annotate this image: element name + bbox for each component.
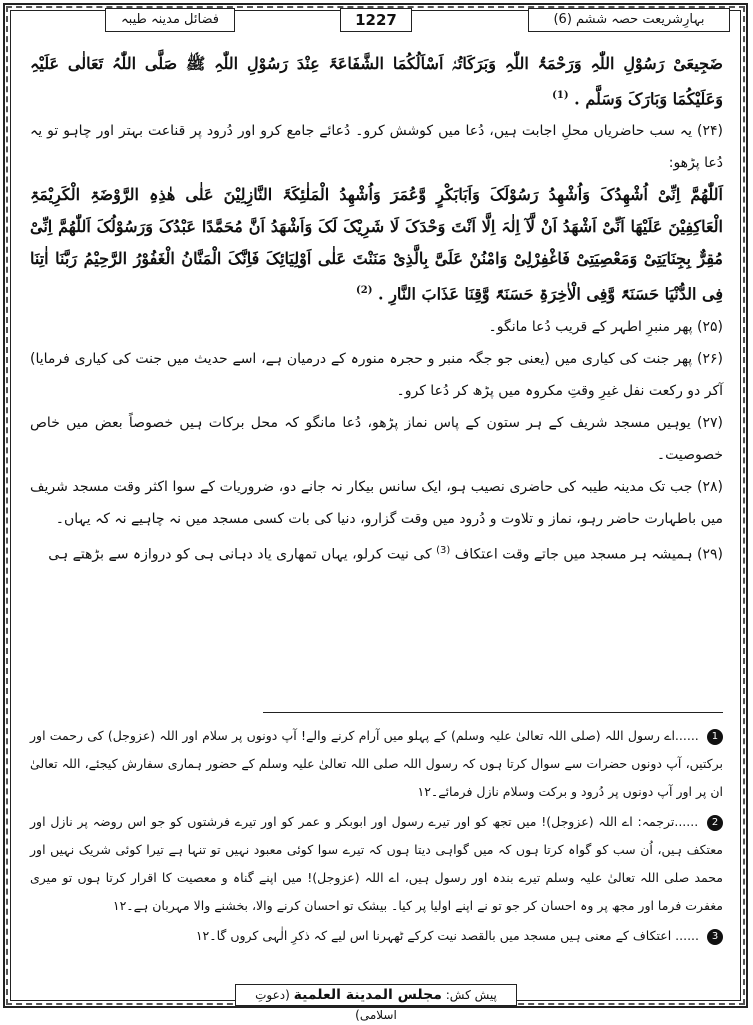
footnote-ref-3: (3) [436, 544, 451, 556]
page-number: 1227 [340, 8, 412, 32]
paragraph-29-continued: کی نیت کرلو، یہاں تمھاری یاد دہانی ہی کو دروازہ سے بڑھتے ہی [48, 546, 432, 563]
footnote-ref-2: (2) [356, 285, 373, 297]
paragraph-29 [30, 535, 723, 571]
page-header [20, 8, 733, 34]
footnote-badge-2: 2 [707, 815, 723, 831]
publisher-name: مجلس المدينة العلمية [293, 987, 442, 1003]
section-title: فضائل مدینہ طیبہ [105, 8, 235, 32]
footnotes [30, 722, 723, 952]
paragraph-24: (۲۴) یہ سب حاضریاں محلِ اجابت ہیں، دُعا میں کوشش کرو۔ دُعائے جامع کرو اور دُرود پر قناعت بہتر اور چاہو تو یہ دُعا پڑھو: [30, 123, 723, 172]
paragraph-25: (۲۵) پھر منبرِ اطہر کے قریب دُعا مانگو۔ [488, 318, 723, 335]
footnote-ref-1: (1) [552, 90, 569, 101]
footnote-badge-3: 3 [707, 929, 723, 945]
footnote-3-text: ...... اعتکاف کے معنی ہیں مسجد میں بالقصد نیت کرکے ٹھہرنا اس لیے کہ ذکرِ الٰہی کروں گا۔۱۲ [195, 928, 700, 943]
footnote-1 [30, 722, 723, 806]
paragraph-27: (۲۷) یوہیں مسجد شریف کے ہر ستون کے پاس نماز پڑھو، دُعا مانگو کہ محل برکات ہیں خصوصاً بعض میں خاص خصوصیت۔ [30, 414, 723, 463]
arabic-dua [30, 179, 723, 310]
main-content [30, 48, 723, 570]
arabic-salutation [30, 48, 723, 115]
footnote-1-text: ......اے رسول اللہ (صلی اللہ تعالیٰ علیہ وسلم) کے پہلو میں آرام کرنے والے! آپ دونوں پر سلام اور اللہ (عزوجل) کی رحمت اور برکتیں، آپ دونوں حضرات سے سوال کرتا ہوں کہ رسول اللہ صلی اللہ تعالیٰ علیہ وسلم کے حضور ہماری سفارش کیجئے، اللہ تعالیٰ ان پر اور آپ دونوں پر دُرود و برکت وسلام نازل فرمائے۔۱۲ [30, 728, 723, 799]
paragraph-26: (۲۶) پھر جنت کی کیاری میں (یعنی جو جگہ منبر و حجرہ منورہ کے درمیان ہے، اسے حدیث میں جنت کی کیاری فرمایا) آکر دو رکعت نفل غیرِ وقتِ مکروہ میں پڑھ کر دُعا کرو۔ [30, 350, 723, 399]
footnote-2 [30, 808, 723, 920]
presenter-label: پیش کش: [445, 988, 497, 1002]
footnote-2-text: ......ترجمہ: اے اللہ (عزوجل)! میں تجھ کو اور تیرے رسول اور ابوبکر و عمر کو اور تیرے فرشتوں کو جو اس روضہ پر نازل اور معتکف ہیں، اُن سب کو گواہ کرتا ہوں کہ میں گواہی دیتا ہوں کہ تیرے سوا کوئی معبود نہیں تو تنہا ہے تیرا کوئی شریک نہیں اور محمد صلی اللہ تعالیٰ علیہ وسلم تیرے بندہ اور رسول ہیں، اے اللہ (عزوجل)! میں اپنے گناہ و معصیت کا اقرار کرتا ہوں تو میری مغفرت فرما اور مجھ پر وہ احسان کر جو تو نے اپنے اولیا پر کیا۔ بیشک تو احسان کرنے والا، بخشنے والا مہربان ہے۔۱۲ [30, 814, 723, 913]
paragraph-29-text: (۲۹) ہمیشہ ہر مسجد میں جاتے وقت اعتکاف [454, 546, 723, 563]
footnote-badge-1: 1 [707, 729, 723, 745]
footnote-3 [30, 922, 723, 950]
footnote-divider [263, 712, 723, 713]
publisher-subtitle: (دعوتِ اسلامی) [255, 988, 397, 1022]
arabic-salutation-text: ضَجِيعَیْ رَسُوْلِ اللّٰہِ وَرَحْمَۃُ اللّٰہِ وَبَرَکَاتُہٗ اَسْاَلُکُمَا الشَّفَاعَۃَ عِنْدَ رَسُوْلِ اللّٰہِ ﷺ صَلَّی اللّٰہُ تَعَالٰی عَلَیْہِ وَعَلَیْکُمَا وَبَارَکَ وَسَلَّم . [30, 54, 723, 109]
book-title: بہارِشریعت حصہ ششم (6) [528, 8, 730, 32]
arabic-dua-text: اَللّٰھُمَّ اِنِّیْ اُشْھِدُکَ وَاُشْھِدُ رَسُوْلَکَ وَاَبَابَکْرٍ وَّعُمَرَ وَاُشْھِدُ الْمَلٰئِکَۃَ النَّازِلِیْنَ عَلٰی ھٰذِہِ الرَّوْضَۃِ الْکَرِیْمَۃِ الْعَاکِفِیْنَ عَلَیْھَا اَنِّیْ اَشْھَدُ اَنْ لَّآ اِلٰہَ اِلَّا اَنْتَ وَحْدَکَ لَا شَرِیْکَ لَکَ وَاَشْھَدُ اَنَّ مُحَمَّدًا عَبْدُکَ وَرَسُوْلُکَ اَللّٰھُمَّ اِنِّیْ مُقِرٌّ بِجِنَایَتِیْ وَمَعْصِیَتِیْ فَاغْفِرْلِیْ وَامْنُنْ عَلَیَّ بِالَّذِیْ مَنَنْتَ عَلٰی اَوْلِیَائِکَ فَاِنَّکَ الْمَنَّانُ الْغَفُوْرُ الرَّحِیْمُ رَبَّنَا اٰتِنَا فِی الدُّنْیَا حَسَنَۃً وَّفِی الْاٰخِرَۃِ حَسَنَۃً وَّقِنَا عَذَابَ النَّارِ . [30, 185, 724, 304]
page-footer [235, 984, 517, 1022]
paragraph-28: (۲۸) جب تک مدینہ طیبہ کی حاضری نصیب ہو، ایک سانس بیکار نہ جانے دو، ضروریات کے سوا اکثر وقت مسجد شریف میں باطہارت حاضر رہو، نماز و تلاوت و دُرود میں وقت گزارو، دنیا کی بات کسی مسجد میں نہ چاہیے نہ کہ یہاں۔ [30, 478, 723, 527]
